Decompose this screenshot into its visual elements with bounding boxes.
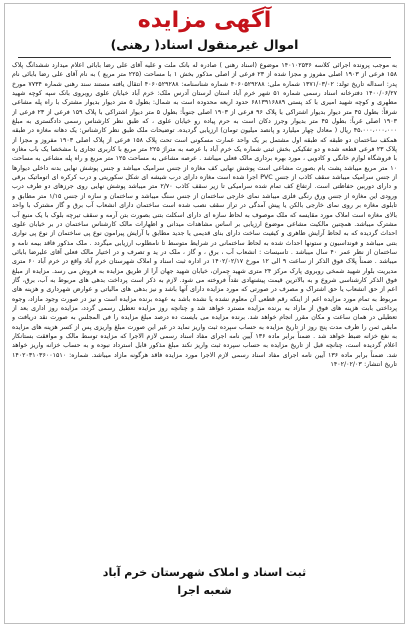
notice-banner — [10, 8, 399, 34]
issuing-office: ثبت اسناد و املاک شهرستان خرم آباد — [102, 566, 307, 579]
notice-title: آگهی مزایده — [137, 8, 272, 33]
notice-body: به موجب پرونده اجرائی کلاسه ۱۴۰۱۰۲۵۳۶ موضوع (اسناد رهنی ) صادره له بانک ملت و علیه آقای علی رضا بابائی اعلام میدارد ششدانگ پلاک ۱۵۸ فرعی از ۱۹۰۳ اصلی مفروز و مجزا شده از ۲۳ فرعی از اصلی مذکور بخش ۱ با مساحت (۲۲۵ متر مربع ) به نام آقای علی رضا بابائی نام پدر: اسداله تاریخ تولد: ۱۳۷۱/۰۳/۰۲ شماره ملی: ۴۰۶۰۵۲۹۲۸۸ شماره شناسنامه: ۴۰۶۰۵۲۹۲۸۸ انتقال یافته مستند سند رهنی شماره ۷۷۳۴ مورخ ۱۴۰۰/۰۶/۲۷ دفترخانه اسناد رسمی شماره ۵۱ شهر خرم آباد استان لرستان آدرس ملک: خرم آباد خیابان علوی روبروی بانک سپه کوچه شهید مطهری و کوچه شهید امیری با کد پستی ۶۸۱۳۹۱۶۸۸۹ حدود اربعه محدوده است به شمال: بطول ۵ متر دیوار بدیوار مشترک با راه پله مشاعی شرقاً: بطول ۴۵ متر دیوار بدیوار اشتراکی با پلاک ۹۶ فرعی از ۱۹۰۳ اصلی جنوباً: بطول ۵ متر دیوار اشتراکی با پلاک ۱۵۹ فرعی از ۲۳ فرعی از ۱۹۰۳ اصلی غرباً: بطول ۴۵ متر بدیوار وجرز دکان است به حرم پیاده رو خیابان علوی ، که طبق نظر کارشناس رسمی دادگستری به مبلغ ۴۵،۰۰۰،۰۰۰،۰۰۰ ریال ( معادل چهار میلیارد و پانصد میلیون تومان) ارزیابی گردیده. توضیحات ملک طبق نظر کارشناس: یک دهانه مغازه در طبقه همکف ساختمان دو طبقه که طبقه اول مشتمل بر یک واحد عمارت مسکونی است تحت پلاک ۱۵۸ فرعی از پلاک اصلی ۱۹۰۳ مفروز و مجزا از پلاک ۲۳ فرعی قطعه شده و دو تفکیکی بخش ثبتی شماره یک خرم آباد با عرصه به متراژ ۲۲۵ متر مربع با کاربری تجاری یا مشخصا یک باب مغازه با فروشگاه لوازم خانگی و کادویی ، مورد بهره برداری مالک فعلی میباشد . عرصه مشاعی به مساحت ۱۲۵ متر مربع و راه پله مشاعی به مساحت ۱۰ متر مربع میباشد پشت بام بصورت مشاعی است پوشش نهایی کف مغازه از جنس سرامیک میباشد و جنس پوشش نهایی بدنه داخلی دیوارها از جنس سرامیک میباشد سقف کاذب از جنس PVC اجرا شده است مغازه دارای درب شیشه ای شکل سکوریتی و درب کرکره ای اتوماتیک برقی و دارای دوربین حفاظتی است. ارتفاع کف تمام شده سرامیکی تا زیر سقف کاذب ۲/۷۰ متر میباشد پوشش نهایی روی جرزهای دو طرف درب ورودی این مغازه از جنس ورق رنگی فلزی میباشد نمای خارجی ساختمان از جنس سنگ میباشد و ساختمان و سازه از جنس ۱/۱۵ متر مطابق و تابلوی مغازه بر روی نمای خارجی بالکن یا پیش آمدگی در تراز سقف نصب شده است ساختمان دارای انشعاب آب برق و گاز مشترک با واحد بالای مغازه است املاک مورد مقایسه که ملک موصوف به لحاظ سازه ای دارای اسکلت بتنی بصورت بتن آرمه و سقف تیرچه بلوک با یک منبع آب مشترک میباشد. همچنین مالکیت مشاعی موضوع ارزیابی بر اساس مشاهدات میدانی و اظهارات مالک کارشناس ساختمان در بر خیابان علوی احداث گردیده که به لحاظ آرایش ظاهری و کیفیت ساخت دارای بنای قدیمی یا جدید مطابق با آرایش پیرامون نوع پی ساختمان از نوع پی نواری بتنی میباشد و فونداسیون و ستونها احداث شده به لحاظ ساختمانی در شرایط متوسط تا نامطلوب ارزیابی میگردد . ملک مذکور فاقد بیمه نامه و ساختمان از نظر عمر ۴۰ سال میباشد . تاسیسات : انشعاب آب ، برق ، و گاز ، ملک در ید و تصرف و در اختیار مالک فعلی آقای علیرضا بابائی میباشد . ضمناً پلاک فوق الذکر از ساعت ۹ الی ۱۲ مورخ ۱۴۰۲/۰۲/۱۷ در اداره ثبت اسناد و املاک شهرستان خرم آباد واقع در خرم آباد ۶۰ متری مدیریت بلوار شهید شمخی روبروی پارک مرکز ۲۴ متری شهید چمران، خیابان شهید جهان آرا از طریق مزایده به فروش می رسد. مزایده از مبلغ فوق الذکر کارشناسی شروع و به بالاترین قیمت پیشنهادی نقداً فروخته می شود. لازم به ذکر است پرداخت بدهی های مربوط به آب، برق، گاز اعم از حق انشعاب یا حق اشتراک و مصرف در صورتی که مورد مزایده دارای آنها باشد و نیز بدهی های مالیاتی و عوارض شهرداری و هزینه های مربوط به تمام مورد مزایده اعم از اینکه رقم قطعی آن معلوم نشده یا نشده باشد به عهده برنده مزایده است و نیز در صورت وجود مازاد، وجوه پرداختی بابت هزینه های فوق از مازاد به برنده مزایده مسترد خواهد شد و چنانچه روز مزایده تعطیل رسمی گردد، مزایده روز اداری بعد از تعطیلی در همان ساعت و مکان مقرر انجام خواهد شد. برنده مزایده می بایست ده درصد مبلغ مزایده را فی المجلس به صورت نقد دریافت و مابقی ثمن را ظرف مدت پنج روز از تاریخ مزایده به حساب سپرده ثبت واریز نماید در غیر این صورت مبلغ واریزی پس از کسر هزینه های مزایده به نفع خزانه ضبط خواهد شد . ضمناً برابر ماده ۱۳۶ آیین نامه اجرای مفاد اسناد رسمی لازم الاجرا که مزایده توسط مالک و موافقت بستانکار اعلام گردیده است، چنانچه قبل از تاریخ مزایده به حساب سپرده ثبت واریز نکند مبلغ مذکور قابل استرداد نبوده و به حساب خزانه واریز خواهد شد. ضمناً برابر ماده ۱۳۶ آیین نامه اجرای مفاد اسناد رسمی لازم الاجرا مورد مزایده فاقد هرگونه مازاد میباشد. شماره: ۱۴۰۲۰۳۱۰۳۶۰۰۱۵۱۰ تاریخ انتشار: ۱۴۰۲/۰۲/۰۳ — [12, 62, 397, 368]
notice-footer — [10, 565, 399, 598]
notice-subtitle: اموال غیرمنقول اسناد( رهنی) — [110, 37, 299, 52]
divider — [18, 57, 391, 58]
issuing-unit: شعبه اجرا — [177, 584, 232, 597]
